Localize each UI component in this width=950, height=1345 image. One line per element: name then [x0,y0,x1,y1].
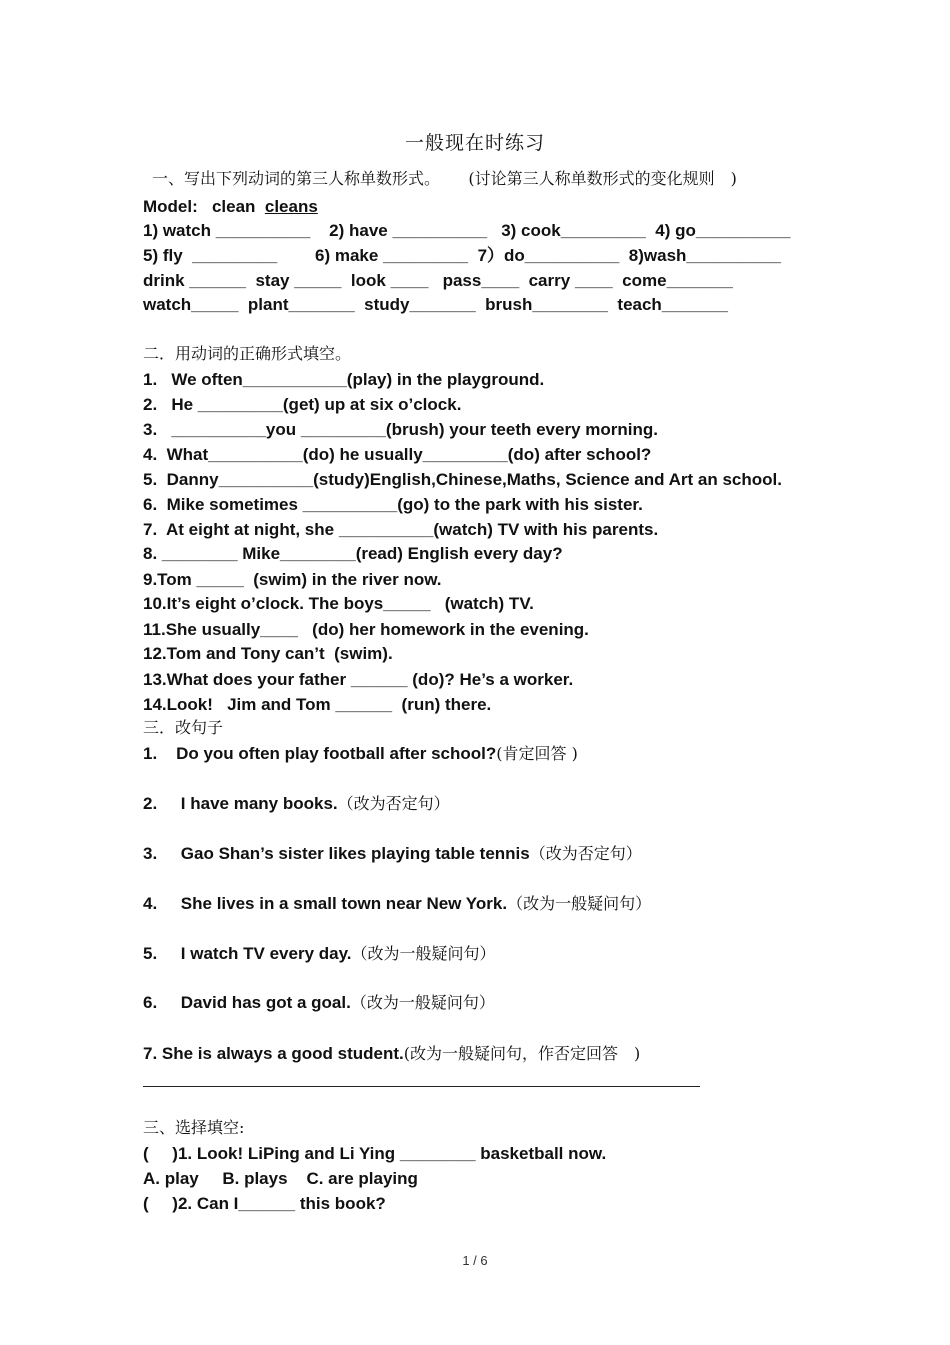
section2-heading: 二．用动词的正确形式填空。 [143,344,352,363]
model-line [143,196,318,218]
page-number: 1 / 6 [462,1253,488,1268]
section1-heading: 一、写出下列动词的第三人称单数形式。 [152,169,441,188]
rewrite-item-6 [143,992,495,1014]
model-prefix: Model: clean [143,197,265,216]
verb-row-4: watch_____ plant_______ study_______ brush________ teach_______ [143,295,728,314]
section3-heading: 三．改句子 [143,718,224,737]
fill-item-9: 9.Tom _____ (swim) in the river now. [143,570,442,589]
rewrite-item-6-note: （改为一般疑问句） [350,993,495,1012]
fill-item-4: 4. What__________(do) he usually_________(do) after school? [143,445,652,464]
answer-line [143,1086,700,1087]
section1-heading-line [152,168,737,190]
rewrite-item-5-note: （改为一般疑问句） [351,944,496,963]
fill-item-2: 2. He _________(get) up at six o’clock. [143,395,462,414]
rewrite-item-2 [143,793,450,815]
fill-item-12: 12.Tom and Tony can’t (swim). [143,644,393,663]
fill-item-1: 1. We often___________(play) in the playground. [143,370,545,389]
choice-question-2: ( )2. Can I______ this book? [143,1194,386,1213]
section1-note: (讨论第三人称单数形式的变化规则 ) [468,169,737,188]
model-answer: cleans [264,197,318,216]
rewrite-item-1 [143,743,578,765]
rewrite-item-1-note: (肯定回答 ) [496,744,578,763]
fill-item-14: 14.Look! Jim and Tom ______ (run) there. [143,695,492,714]
fill-item-6: 6. Mike sometimes __________(go) to the park with his sister. [143,495,643,514]
fill-item-8: 8. ________ Mike________(read) English every day? [143,544,563,563]
page-title: 一般现在时练习 [404,132,545,154]
rewrite-item-4 [143,893,651,915]
verb-row-1: 1) watch __________ 2) have __________ 3) cook_________ 4) go__________ [143,221,791,240]
section4-heading: 三、选择填空: [143,1118,245,1137]
rewrite-item-2-note: （改为否定句） [337,794,450,813]
rewrite-item-1-text: 1. Do you often play football after school? [143,744,497,763]
rewrite-item-2-text: 2. I have many books. [143,794,338,813]
rewrite-item-4-text: 4. She lives in a small town near New York. [143,894,508,913]
rewrite-item-5 [143,943,496,965]
fill-item-11: 11.She usually____ (do) her homework in the evening. [143,620,589,639]
rewrite-item-3 [143,843,642,865]
fill-item-3: 3. __________you _________(brush) your teeth every morning. [143,420,658,439]
rewrite-item-3-text: 3. Gao Shan’s sister likes playing table tennis [143,844,530,863]
choice-options-1: A. play B. plays C. are playing [143,1169,418,1188]
verb-row-3: drink ______ stay _____ look ____ pass____ carry ____ come_______ [143,271,733,290]
fill-item-5: 5. Danny__________(study)English,Chinese,Maths, Science and Art an school. [143,470,782,489]
rewrite-item-5-text: 5. I watch TV every day. [143,944,352,963]
choice-question-1: ( )1. Look! LiPing and Li Ying ________ basketball now. [143,1144,607,1163]
rewrite-item-7 [143,1043,640,1065]
fill-item-7: 7. At eight at night, she __________(watch) TV with his parents. [143,520,659,539]
verb-row-2: 5) fly _________ 6) make _________ 7）do__________ 8)wash__________ [143,246,781,265]
fill-item-10: 10.It’s eight o’clock. The boys_____ (watch) TV. [143,594,534,613]
rewrite-item-7-note: (改为一般疑问句，作否定回答 ) [403,1044,641,1063]
fill-item-13: 13.What does your father ______ (do)? He’s a worker. [143,670,574,689]
rewrite-item-6-text: 6. David has got a goal. [143,993,351,1012]
rewrite-item-3-note: （改为否定句） [529,844,642,863]
rewrite-item-4-note: （改为一般疑问句） [507,894,652,913]
rewrite-item-7-text: 7. She is always a good student. [143,1044,404,1063]
